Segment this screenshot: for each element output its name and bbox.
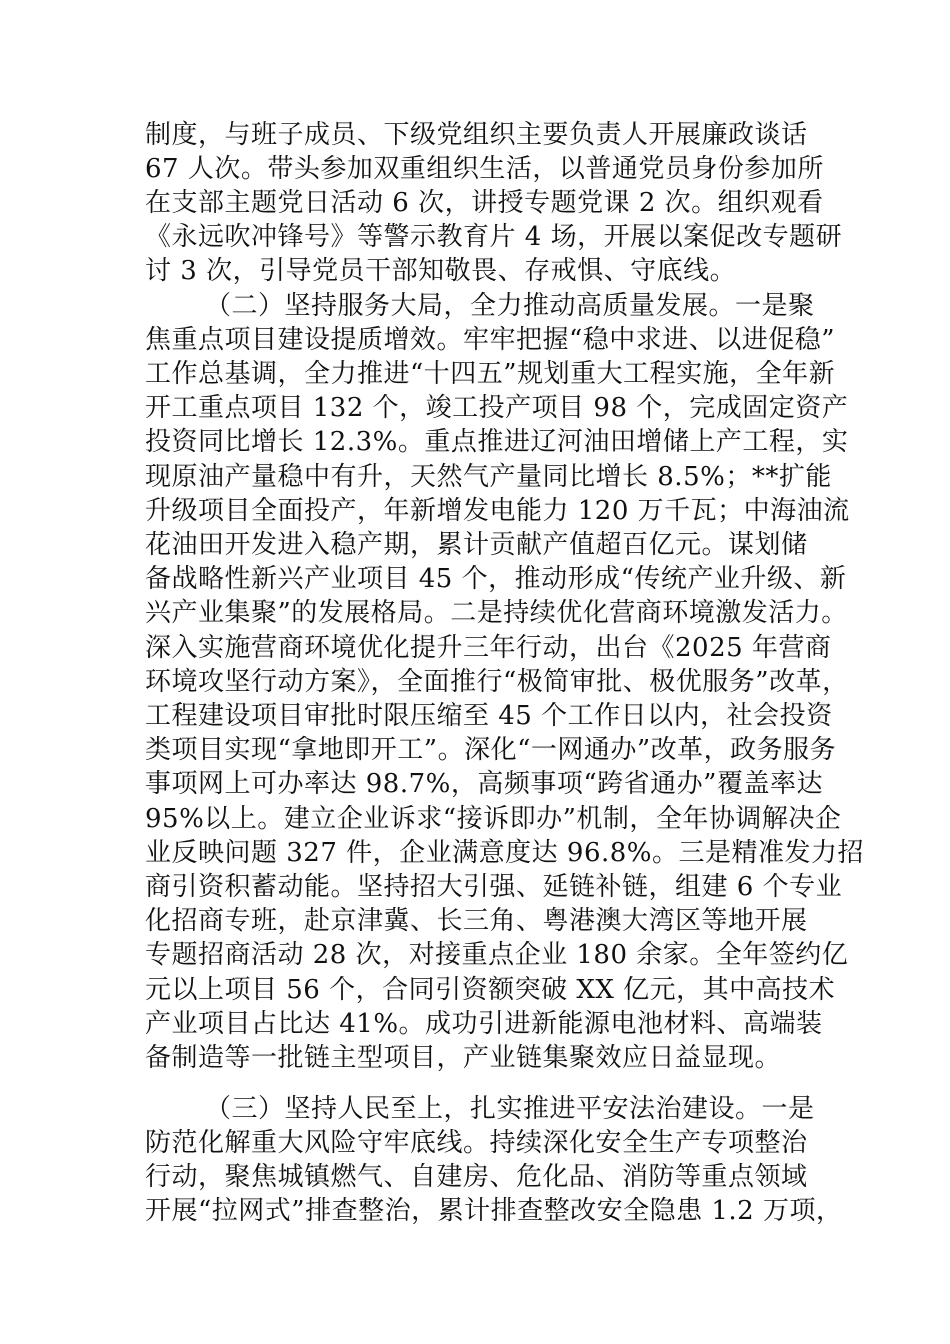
- text-line: 兴产业集聚”的发展格局。二是持续优化营商环境激发活力。: [145, 598, 848, 628]
- text-line: 花油田开发进入稳产期，累计贡献产值超百亿元。谋划储: [145, 530, 808, 560]
- text-line: 元以上项目 56 个，合同引资额突破 XX 亿元，其中高技术: [145, 975, 836, 1005]
- text-line: 现原油产量稳中有升，天然气产量同比增长 8.5%；**扩能: [145, 462, 832, 492]
- text-line: 防范化解重大风险守牢底线。持续深化安全生产专项整治: [145, 1128, 808, 1158]
- text-line: 产业项目占比达 41%。成功引进新能源电池材料、高端装: [145, 1009, 823, 1039]
- text-line: 开工重点项目 132 个，竣工投产项目 98 个，完成固定资产: [145, 393, 849, 423]
- text-line: 行动，聚焦城镇燃气、自建房、危化品、消防等重点领域: [145, 1162, 808, 1192]
- text-line: 备制造等一批链主型项目，产业链集聚效应日益显现。: [145, 1043, 782, 1073]
- text-line: 类项目实现“拿地即开工”。深化“一网通办”改革，政务服务: [145, 735, 837, 765]
- text-line: 《永远吹冲锋号》等警示教育片 4 场，开展以案促改专题研: [145, 222, 843, 252]
- text-line: 投资同比增长 12.3%。重点推进辽河油田增储上产工程，实: [145, 427, 849, 457]
- text-line: 95%以上。建立企业诉求“接诉即办”机制，全年协调解决企: [145, 804, 842, 834]
- text-line: 专题招商活动 28 次，对接重点企业 180 余家。全年签约亿: [145, 940, 849, 970]
- section-heading-line: （二）坚持服务大局，全力推动高质量发展。一是聚: [205, 291, 815, 321]
- text-line: 工程建设项目审批时限压缩至 45 个工作日以内，社会投资: [145, 701, 833, 731]
- text-line: 制度，与班子成员、下级党组织主要负责人开展廉政谈话: [145, 120, 808, 150]
- text-line: 67 人次。带头参加双重组织生活，以普通党员身份参加所: [145, 154, 824, 184]
- text-line: 在支部主题党日活动 6 次，讲授专题党课 2 次。组织观看: [145, 188, 824, 218]
- text-line: 讨 3 次，引导党员干部知敬畏、存戒惧、守底线。: [145, 256, 737, 286]
- text-line: 事项网上可办率达 98.7%，高频事项“跨省通办”覆盖率达: [145, 769, 823, 799]
- text-line: 化招商专班，赴京津冀、长三角、粤港澳大湾区等地开展: [145, 906, 808, 936]
- text-line: 业反映问题 327 件，企业满意度达 96.8%。三是精准发力招: [145, 838, 865, 868]
- text-line: 开展“拉网式”排查整治，累计排查整改安全隐患 1.2 万项，: [145, 1196, 843, 1226]
- text-line: 备战略性新兴产业项目 45 个，推动形成“传统产业升级、新: [145, 564, 847, 594]
- text-line: 工作总基调，全力推进“十四五”规划重大工程实施，全年新: [145, 359, 836, 389]
- text-line: 深入实施营商环境优化提升三年行动，出台《2025 年营商: [145, 633, 832, 663]
- text-line: 环境攻坚行动方案》，全面推行“极简审批、极优服务”改革，: [145, 667, 849, 697]
- text-line: 升级项目全面投产，年新增发电能力 120 万千瓦；中海油流: [145, 496, 850, 526]
- text-line: 焦重点项目建设提质增效。牢牢把握“稳中求进、以进促稳”: [145, 325, 836, 355]
- section-heading-line: （三）坚持人民至上，扎实推进平安法治建设。一是: [205, 1094, 815, 1124]
- text-line: 商引资积蓄动能。坚持招大引强、延链补链，组建 6 个专业: [145, 872, 843, 902]
